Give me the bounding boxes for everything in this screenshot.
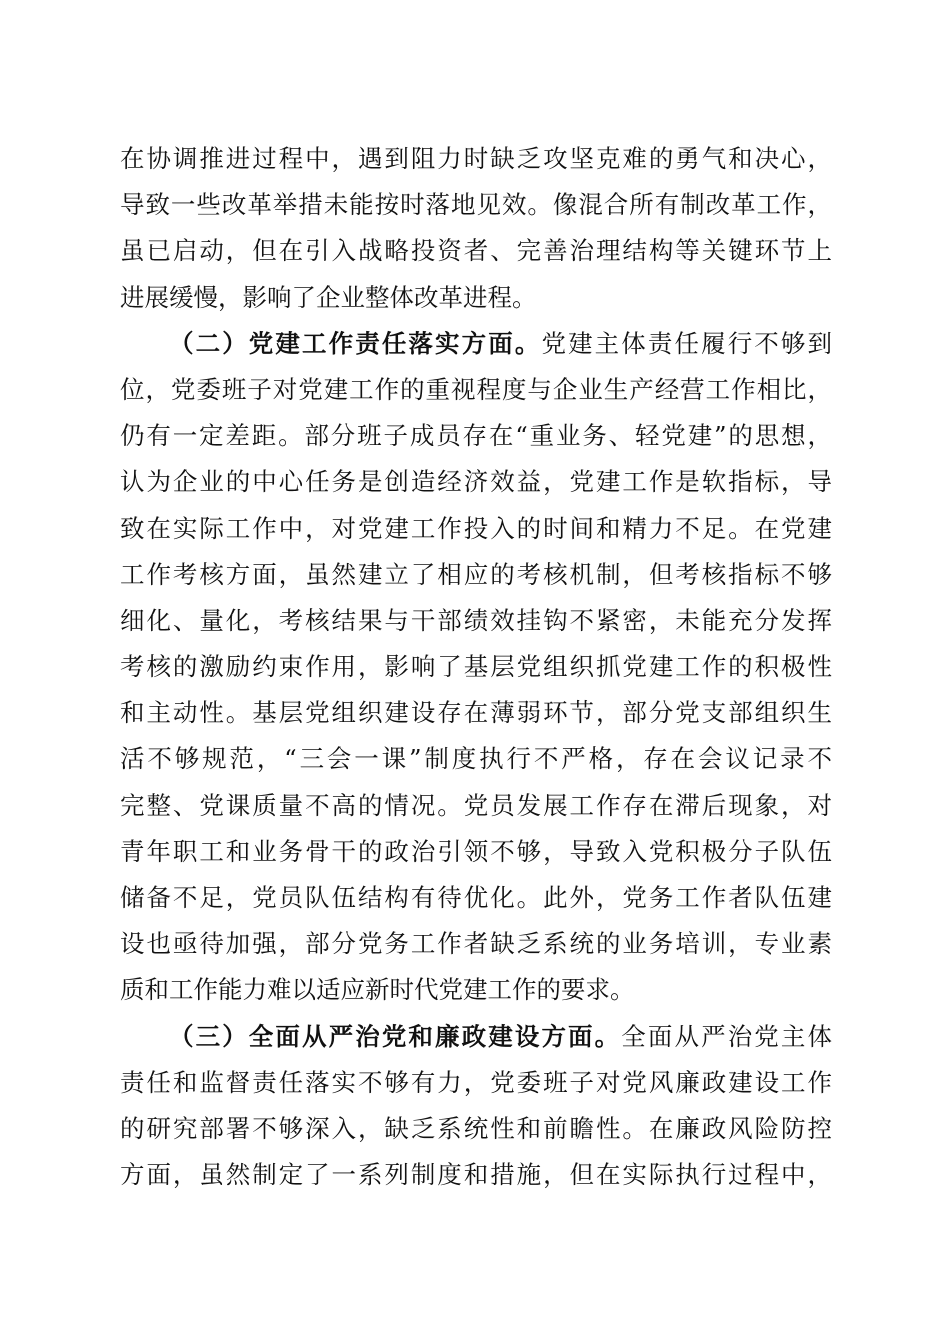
text-line: 完整、党课质量不高的情况。党员发展工作存在滞后现象，对	[120, 790, 832, 820]
text-line: 考核的激励约束作用，影响了基层党组织抓党建工作的积极性	[120, 652, 832, 682]
text-line: 方面，虽然制定了一系列制度和措施，但在实际执行过程中，	[120, 1160, 832, 1190]
text-line: 和主动性。基层党组织建设存在薄弱环节，部分党支部组织生	[120, 698, 832, 728]
text-line: 质和工作能力难以适应新时代党建工作的要求。	[120, 975, 635, 1005]
text-line: 进展缓慢，影响了企业整体改革进程。	[120, 282, 537, 312]
body-text	[120, 136, 832, 1198]
text-line: 在协调推进过程中，遇到阻力时缺乏攻坚克难的勇气和决心，	[120, 144, 832, 173]
text-line: 仍有一定差距。部分班子成员存在“重业务、轻党建”的思想，	[120, 421, 832, 451]
text-line: 认为企业的中心任务是创造经济效益，党建工作是软指标，导	[120, 467, 832, 497]
text-line: 青年职工和业务骨干的政治引领不够，导致入党积极分子队伍	[120, 836, 832, 866]
text-line: 工作考核方面，虽然建立了相应的考核机制，但考核指标不够	[120, 559, 832, 589]
text-line: 活不够规范，“三会一课”制度执行不严格，存在会议记录不	[120, 744, 832, 774]
section-heading-line: （二）党建工作责任落实方面。党建主体责任履行不够到	[169, 328, 832, 358]
text-line: 虽已启动，但在引入战略投资者、完善治理结构等关键环节上	[120, 236, 832, 266]
text-line: 储备不足，党员队伍结构有待优化。此外，党务工作者队伍建	[120, 883, 832, 912]
text-line: 的研究部署不够深入，缺乏系统性和前瞻性。在廉政风险防控	[120, 1113, 832, 1143]
text-line: 设也亟待加强，部分党务工作者缺乏系统的业务培训，专业素	[120, 929, 832, 959]
text-line: 导致一些改革举措未能按时落地见效。像混合所有制改革工作，	[120, 190, 832, 220]
text-line: 责任和监督责任落实不够有力，党委班子对党风廉政建设工作	[120, 1067, 832, 1097]
section-heading-2: （二）党建工作责任落实方面。	[169, 328, 542, 358]
text-line: 位，党委班子对党建工作的重视程度与企业生产经营工作相比，	[120, 374, 832, 404]
section-heading-3: （三）全面从严治党和廉政建设方面。	[169, 1021, 622, 1051]
text-line: 细化、量化，考核结果与干部绩效挂钩不紧密，未能充分发挥	[120, 605, 832, 635]
section-heading-line: （三）全面从严治党和廉政建设方面。全面从严治党主体	[169, 1021, 832, 1051]
text-line: 致在实际工作中，对党建工作投入的时间和精力不足。在党建	[120, 513, 832, 543]
